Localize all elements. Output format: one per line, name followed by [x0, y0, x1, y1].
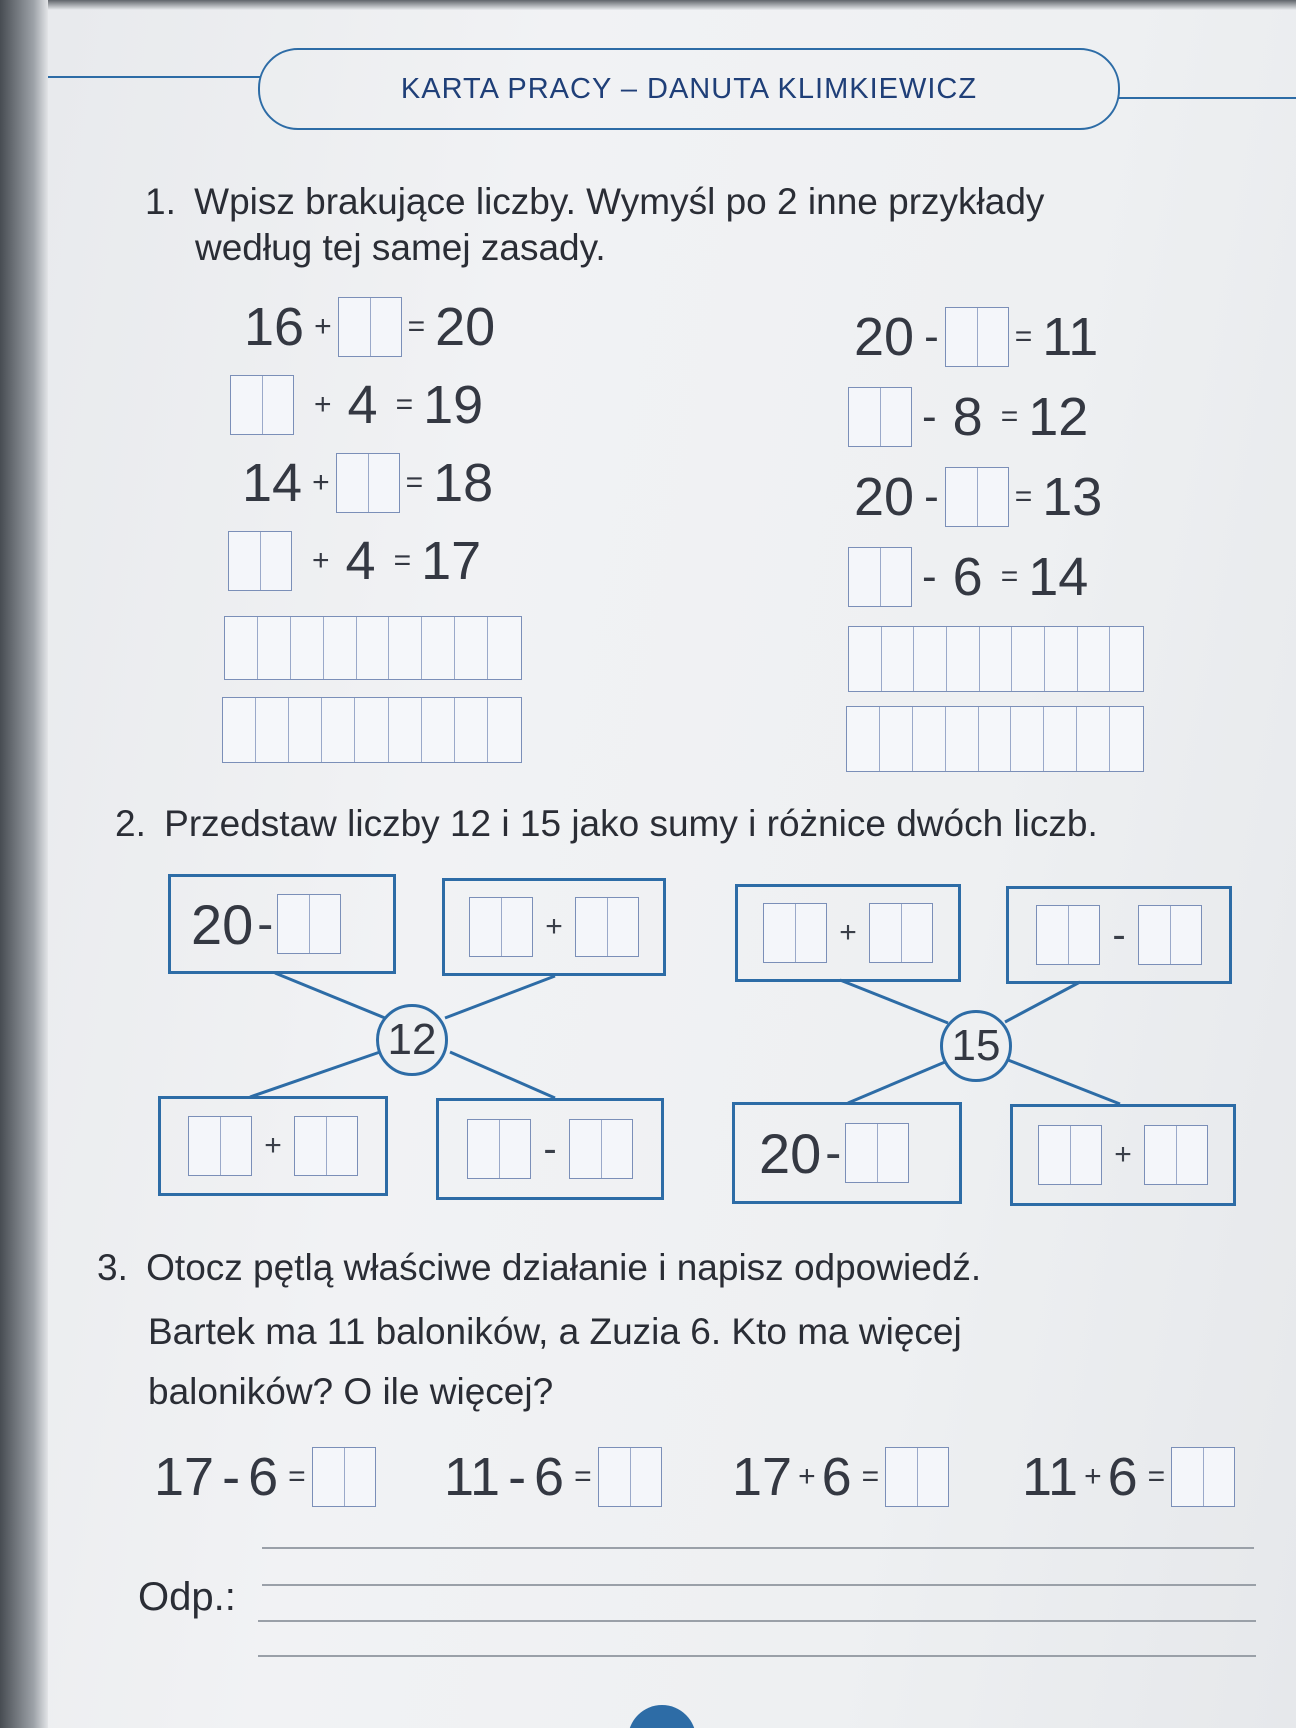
answer-box[interactable] [312, 1447, 376, 1507]
answer-box[interactable] [763, 903, 827, 963]
expr-operand: 6 [1107, 1447, 1138, 1507]
eq-operand: 20 [854, 307, 915, 367]
answer-box[interactable] [569, 1119, 633, 1179]
d12-center-circle [376, 1004, 448, 1076]
expr-equals: = [1147, 1460, 1166, 1493]
center-number: 15 [951, 1021, 1001, 1070]
expr-operator: - [222, 1447, 241, 1507]
task3-expression-3[interactable] [728, 1446, 949, 1508]
eq-operator: + [314, 310, 332, 343]
eq-result: 14 [1028, 547, 1089, 607]
eq-operator: + [314, 388, 332, 421]
box-operator: - [825, 1126, 842, 1180]
d15-box-bottom-right [1010, 1104, 1236, 1206]
eq-operand: 8 [952, 387, 983, 447]
answer-box[interactable] [575, 897, 639, 957]
expr-equals: = [288, 1460, 306, 1493]
box-lead-number: 20 [191, 892, 254, 956]
eq-operator: - [924, 312, 939, 361]
eq-result: 18 [433, 453, 494, 513]
expr-operator: - [508, 1447, 527, 1507]
answer-box[interactable] [277, 894, 341, 954]
eq-equals: = [395, 388, 414, 421]
eq-operator: + [312, 544, 330, 577]
eq-operand: 16 [244, 297, 305, 357]
eq-equals: = [1000, 400, 1019, 433]
expr-operator: + [798, 1460, 816, 1493]
box-operator: + [839, 916, 857, 949]
answer-box[interactable] [1038, 1125, 1102, 1185]
connector-line [840, 980, 948, 1023]
eq-operand: 20 [854, 467, 915, 527]
eq-result: 12 [1028, 387, 1089, 447]
connector-line [250, 1052, 380, 1097]
task2-number: 2. [115, 803, 146, 844]
expr-operator: + [1084, 1460, 1102, 1493]
task1-instruction-line1: Wpisz brakujące liczby. Wymyśl po 2 inne przykłady [194, 181, 1045, 222]
task3-story [148, 1302, 962, 1422]
eq-operand: 6 [952, 547, 983, 607]
task3-expression-2[interactable] [440, 1446, 662, 1508]
connector-line [1005, 982, 1080, 1022]
eq-equals: = [1000, 560, 1019, 593]
d12-box-top-left [168, 874, 396, 974]
connector-line [275, 973, 385, 1018]
answer-box[interactable] [467, 1119, 531, 1179]
task3-number: 3. [97, 1247, 128, 1288]
expr-operand: 11 [444, 1447, 501, 1507]
expr-operand: 6 [534, 1447, 565, 1507]
box-lead-number: 20 [759, 1121, 822, 1185]
task3-instruction-text: Otocz pętlą właściwe działanie i napisz odpowiedź. [146, 1247, 982, 1288]
task3-story-line1: Bartek ma 11 baloników, a Zuzia 6. Kto ma więcej [148, 1311, 962, 1352]
expr-operand: 6 [821, 1447, 852, 1507]
eq-operand: 4 [347, 375, 378, 435]
box-operator: + [264, 1129, 282, 1162]
eq-result: 20 [435, 297, 496, 357]
box-operator: + [545, 910, 563, 943]
expr-operand: 17 [732, 1447, 793, 1507]
eq-equals: = [393, 544, 412, 577]
expr-operand: 17 [154, 1447, 215, 1507]
eq-operator: - [922, 392, 937, 441]
d12-box-top-right [442, 878, 666, 976]
task3-instruction [97, 1244, 981, 1292]
answer-box[interactable] [1036, 905, 1100, 965]
center-number: 12 [387, 1015, 437, 1064]
task1-instruction-line2: według tej samej zasady. [195, 227, 606, 268]
answer-box[interactable] [598, 1447, 662, 1507]
connector-line [848, 1062, 945, 1103]
answer-box[interactable] [1138, 905, 1202, 965]
task3-expression-4[interactable] [1018, 1446, 1235, 1508]
answer-box[interactable] [1171, 1447, 1235, 1507]
eq-equals: = [405, 466, 424, 499]
answer-line-2[interactable] [262, 1584, 1256, 1586]
box-operator: - [1112, 912, 1126, 957]
expr-operand: 11 [1022, 1447, 1079, 1507]
eq-equals: = [1014, 480, 1033, 513]
d15-center-circle [940, 1010, 1012, 1082]
answer-box[interactable] [845, 1123, 909, 1183]
eq-operator: + [312, 466, 330, 499]
expr-equals: = [574, 1460, 592, 1493]
task1-number: 1. [145, 181, 176, 222]
eq-operator: - [924, 472, 939, 521]
d15-box-top-right [1006, 886, 1232, 984]
task3-expression-1[interactable] [150, 1446, 376, 1508]
eq-operand: 4 [345, 531, 376, 591]
d15-box-top-left [735, 884, 961, 982]
connector-line [450, 1052, 555, 1098]
answer-box[interactable] [469, 897, 533, 957]
eq-equals: = [1014, 320, 1033, 353]
task2-instruction-text: Przedstaw liczby 12 i 15 jako sumy i różnice dwóch liczb. [164, 803, 1098, 844]
answer-box[interactable] [1144, 1125, 1208, 1185]
answer-box[interactable] [885, 1447, 949, 1507]
expr-equals: = [861, 1460, 880, 1493]
d12-box-bottom-right [436, 1098, 664, 1200]
task3-story-line2: baloników? O ile więcej? [148, 1371, 554, 1412]
answer-line-3[interactable] [258, 1620, 1256, 1622]
eq-equals: = [407, 310, 426, 343]
eq-operand: 14 [242, 453, 303, 513]
eq-result: 11 [1042, 307, 1099, 367]
d12-box-bottom-left [158, 1096, 388, 1196]
connector-line [1008, 1060, 1120, 1104]
answer-box[interactable] [869, 903, 933, 963]
answer-box[interactable] [294, 1116, 358, 1176]
answer-line-4[interactable] [258, 1655, 1256, 1657]
box-operator: - [257, 897, 274, 951]
d15-box-bottom-left [732, 1102, 962, 1204]
eq-result: 17 [421, 531, 482, 591]
connector-line [445, 976, 555, 1018]
box-operator: + [1114, 1138, 1132, 1171]
eq-result: 19 [423, 375, 484, 435]
answer-box[interactable] [188, 1116, 252, 1176]
header-title: KARTA PRACY – DANUTA KLIMKIEWICZ [400, 72, 978, 105]
answer-label: Odp.: [138, 1575, 236, 1619]
eq-operator: - [922, 552, 937, 601]
box-operator: - [543, 1126, 557, 1171]
eq-result: 13 [1042, 467, 1103, 527]
answer-line-1[interactable] [262, 1547, 1254, 1549]
expr-operand: 6 [248, 1447, 279, 1507]
